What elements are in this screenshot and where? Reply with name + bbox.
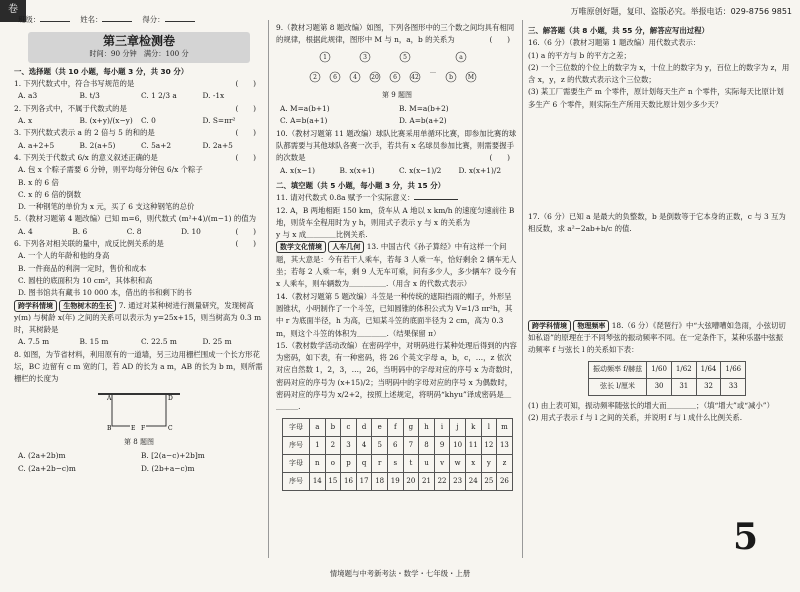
question-16: 16.（6 分）（教材习题第 1 题改编）用代数式表示：	[528, 38, 701, 48]
question-7: 跨学科情境 生物树木的生长 7. 通过对某种树进行测量研究，发现树高 y(m) 与树龄 x(年) 之间的关系可以表示为 y=25x+15，则当树高为 0.3 m 时，其树龄是	[14, 300, 262, 335]
context-tag: 跨学科情境	[14, 300, 57, 312]
fence-diagram	[94, 388, 184, 432]
svg-text:20: 20	[371, 73, 379, 81]
option-6b: B. 一件商品的利润一定时，售价和成本	[18, 263, 147, 273]
figure-9	[276, 49, 518, 102]
option-6d: D. 图书馆共有藏书 10 000 本，借出的书和剩下的书	[18, 288, 192, 298]
question-6: 6. 下列各对相关联的量中，成反比例关系的是 ( )	[14, 239, 256, 249]
column-divider	[268, 20, 269, 558]
options-2: A. x B. (x+y)/(x−y) C. 0 D. S=πr²	[18, 116, 236, 126]
option-4d: D. 一种钢笔的单价为 x 元，买了 6 支这种钢笔的总价	[18, 202, 195, 212]
question-11: 11. 请对代数式 0.8a 赋予一个实际意义：	[276, 192, 518, 204]
question-9: 9.（教材习题第 8 题改编）如图，下列各图形中的三个数之间均具有相同的规律，根据此规律，图形中 M 与 n，a，b 的关系为 ( )	[276, 23, 515, 45]
student-info	[18, 14, 264, 26]
svg-text:42: 42	[411, 73, 419, 81]
option-6a: A. 一个人的年龄和他的身高	[18, 251, 110, 261]
svg-text:F: F	[141, 424, 146, 432]
svg-text:5: 5	[403, 53, 407, 61]
table-row: 振动频率 f/赫兹 1/60 1/62 1/64 1/66	[589, 361, 746, 378]
answer-space[interactable]	[528, 236, 790, 320]
question-3: 3. 下列代数式表示 a 的 2 倍与 5 的和的是 ( )	[14, 128, 256, 138]
options-1: A. a3 B. t/3 C. 1 2/3 a D. -1x	[18, 91, 225, 101]
question-10: 10.（教材习题第 11 题改编）球队比赛采用单循环比赛，即参加比赛的球队都需要与其他球队各赛一次手，若共有 x 名球员参加比赛，则需要握手的次数是 ( )	[276, 128, 517, 163]
svg-text:M: M	[467, 73, 475, 81]
context-tag: 跨学科情境	[528, 320, 571, 332]
svg-text:2: 2	[313, 73, 317, 81]
number-pattern-diagram	[307, 49, 487, 85]
options-7: A. 7.5 m B. 15 m C. 22.5 m D. 25 m	[18, 337, 232, 347]
copyright-notice: 万唯原创好题，复印、盗版必究。举报电话：029-8756 9851	[570, 7, 792, 16]
question-8: 8. 如图，为节省材料，利用原有的一道墙，另三边用栅栏围成一个长方形花坛，BC 边留有 c m 宽的门，若 AD 的长为 a m，AB 的长为 b m，则所需栅栏的长度为	[14, 349, 263, 384]
context-tag: 数学文化情境	[276, 241, 326, 253]
table-row: 字母 n o p q r s t u v w x y z	[283, 454, 513, 472]
svg-text:4: 4	[353, 73, 357, 81]
svg-text:a: a	[459, 53, 463, 61]
cipher-table	[282, 418, 513, 491]
question-18: 跨学科情境 物理频率 18.（6 分）《琵琶行》中“大弦嘈嘈如急雨，小弦切切如私语”的原理在于不同琴弦的振动频率不同。在一定条件下，某种乐器中弦振动频率 f 与弦长 l 的关系如下表：	[528, 320, 786, 355]
options-10: A. x(x−1) B. x(x+1) C. x(x−1)/2 D. x(x+1)/2	[280, 165, 502, 175]
question-1: 1. 下列代数式中，符合书写规范的是 ( )	[14, 79, 256, 89]
svg-text:A: A	[107, 394, 112, 402]
svg-text:E: E	[131, 424, 136, 432]
question-14: 14.（教材习题第 5 题改编）斗笠是一种传统的遮阳挡雨的帽子，外形呈圆锥状，小明制作了一个斗笠，已知圆锥的体积公式为 V=1/3 πr²h，其中 r 为底面半径，h 为高，已知某斗笠的底面半径为 2 cm，高为 0.3 m，则这个斗笠的体积为＿＿＿＿.（结果保留 π）	[276, 291, 513, 338]
figure-caption: 第 9 题图	[382, 90, 412, 99]
question-12: 12. A，B 两地相距 150 km，货车从 A 地以 x km/h 的速度匀速前往 B 地，则货车全程用时为 y h，则用式子表示 y 与 x 的关系为	[276, 205, 515, 227]
option-4a: A. 包 x 个粽子需要 6 分钟，则平均每分钟包 6/x 个粽子	[18, 165, 203, 175]
title-box	[28, 32, 250, 63]
column-right	[528, 22, 790, 424]
class-label: 班级：	[18, 14, 70, 26]
name-label: 姓名：	[80, 14, 132, 26]
frequency-table	[588, 361, 746, 396]
question-16-part2: (2) 一个三位数的个位上的数字为 x，十位上的数字为 y，百位上的数字为 z，用含 x，y，z 的代数式表示这个三位数；	[528, 62, 790, 85]
context-tag: 人车几何	[328, 241, 364, 253]
options-5: A. 4 B. 6 C. 8 D. 10	[18, 226, 201, 236]
svg-text:…: …	[430, 67, 436, 75]
table-row: 弦长 l/厘米 30 31 32 33	[589, 378, 746, 395]
svg-text:6: 6	[393, 73, 397, 81]
options-9: A. M=a(b+1) B. M=a(b+2) C. A=b(a+1) D. A=b(a+2)	[280, 104, 449, 126]
question-17: 17.（6 分）已知 a 是最大的负整数，b 是倒数等于它本身的正数，c 与 3 互为相反数，求 a²−2ab+b/c 的值.	[528, 212, 786, 234]
page-title: 第三章检测卷	[102, 34, 175, 49]
figure-8	[14, 388, 264, 449]
figure-caption: 第 8 题图	[124, 437, 154, 446]
table-row: 字母 a b c d e f g h i j k l m	[283, 418, 513, 436]
options-3: A. a+2+5 B. 2(a+5) C. 5a+2 D. 2a+5	[18, 140, 233, 150]
context-tag: 物理频率	[573, 320, 609, 332]
question-18-part1: (1) 由上表可知，振动频率随弦长的增大而＿＿＿＿；（填“增大”或“减小”）	[528, 400, 774, 410]
score-label: 得分：	[142, 14, 194, 26]
option-4c: C. x 的 6 倍的倒数	[18, 189, 81, 199]
context-tag: 生物树木的生长	[59, 300, 116, 312]
question-13: 数学文化情境 人车几何 13. 中国古代《孙子算经》中有这样一个问题，其大意是：今有若干人乘车，若每 3 人乘一车，恰好剩余 2 辆车无人坐；若每 2 人乘一车，剩 9 人无车可乘，问有多少人，多少辆车？设今有 x 人乘车，则车辆数为＿＿＿＿＿.（用含 x 的代数式表示）	[276, 242, 517, 289]
svg-text:3: 3	[363, 53, 367, 61]
svg-text:6: 6	[333, 73, 337, 81]
svg-text:1: 1	[323, 53, 327, 61]
question-12b: y 与 x 成＿＿＿＿比例关系.	[276, 230, 368, 240]
svg-text:D: D	[168, 394, 173, 402]
footer: 情境题与中考新考法・数学・七年级・上册	[329, 569, 471, 578]
question-5: 5.（教材习题第 4 题改编）已知 m=6，则代数式 (m²+4)/(m−1) 的值为 ( )	[14, 214, 257, 236]
question-18-part2: (2) 用式子表示 f 与 l 之间的关系，并说明 f 与 l 成什么比例关系.	[528, 412, 743, 422]
column-divider	[522, 20, 523, 558]
question-15: 15.（教材数学活动改编）在密码学中，对明码进行某种处理后得到的内容为密码，如下表，有一种密码，将 26 个英文字母 a，b，c，…，z 依次对应自然数 1，2，3，…，26，当明码中的字母对应的序号 x 为奇数时，密码对应的序号为 (x+15)/2；当明码中的字母对应的序号 x 为偶数时，密码对应的序号为 x/2+2，按照上述规定，将明码“khyu”译成密码是＿＿＿＿.	[276, 340, 518, 412]
page-number: 5	[732, 516, 758, 558]
option-6c: C. 圆柱的底面积为 10 cm²，其体积和高	[18, 275, 153, 285]
option-4b: B. x 的 6 倍	[18, 177, 59, 187]
section-heading: 三、解答题（共 8 小题，共 55 分，解答应写出过程）	[528, 26, 709, 35]
table-row: 序号 14 15 16 17 18 19 20 21 22 23 24 25 26	[283, 472, 513, 490]
question-2: 2. 下列各式中，不属于代数式的是 ( )	[14, 103, 256, 113]
section-heading: 二、填空题（共 5 小题，每小题 3 分，共 15 分）	[276, 180, 446, 190]
corner-badge: 卷	[0, 0, 26, 22]
section-heading: 一、选择题（共 10 小题，每小题 3 分，共 30 分）	[14, 66, 189, 76]
answer-space[interactable]	[528, 111, 790, 211]
question-16-part1: (1) a 的平方与 b 的平方之差；	[528, 50, 631, 60]
column-middle	[276, 22, 518, 491]
table-row: 序号 1 2 3 4 5 6 7 8 9 10 11 12 13	[283, 436, 513, 454]
svg-text:b: b	[449, 73, 453, 81]
svg-text:C: C	[168, 424, 173, 432]
column-left	[14, 8, 264, 475]
question-4: 4. 下列关于代数式 6/x 的意义叙述正确的是 ( )	[14, 152, 256, 162]
options-8: A. (2a+2b)m B. [2(a−c)+2b]m C. (2a+2b−c)m D. (2b+a−c)m	[18, 451, 205, 473]
question-16-part3: (3) 某工厂需要生产 m 个零件，原计划每天生产 n 个零件，实际每天比原计划多生产 6 个零件，则实际生产所用天数比原计划少多少天？	[528, 87, 784, 109]
svg-text:B: B	[107, 424, 112, 432]
page-subtitle: 时间：90 分钟 满分：100 分	[89, 48, 189, 58]
